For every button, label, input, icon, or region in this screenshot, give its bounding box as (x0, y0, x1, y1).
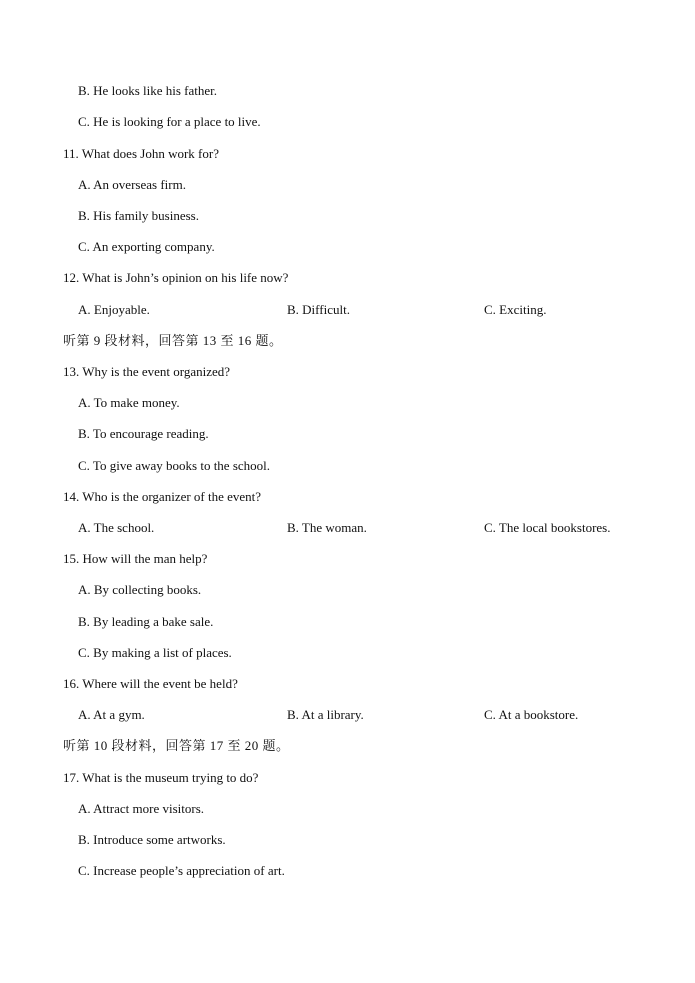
q17-option-b: B. Introduce some artworks. (78, 832, 226, 847)
q13-option-c: C. To give away books to the school. (78, 458, 271, 473)
q10-option-b: B. He looks like his father. (78, 83, 218, 98)
q12-option-a: A. Enjoyable. (78, 302, 150, 317)
q15-option-c: C. By making a list of places. (78, 645, 232, 660)
section-header-10: 听第 10 段材料，回答第 17 至 20 题。 (63, 738, 290, 753)
q16-option-b: B. At a library. (287, 707, 364, 722)
q16-option-a: A. At a gym. (78, 707, 145, 722)
q11-question: 11. What does John work for? (63, 146, 219, 161)
q14-option-b: B. The woman. (287, 520, 367, 535)
q14-option-a: A. The school. (78, 520, 155, 535)
q11-option-a: A. An overseas firm. (78, 177, 186, 192)
q13-option-a: A. To make money. (78, 395, 180, 410)
q10-option-c: C. He is looking for a place to live. (78, 114, 261, 129)
q14-option-c: C. The local bookstores. (484, 520, 611, 535)
q16-option-c: C. At a bookstore. (484, 707, 579, 722)
section-header-9: 听第 9 段材料，回答第 13 至 16 题。 (63, 333, 283, 348)
q16-question: 16. Where will the event be held? (63, 676, 238, 691)
q13-question: 13. Why is the event organized? (63, 364, 231, 379)
q13-option-b: B. To encourage reading. (78, 426, 209, 441)
q17-option-c: C. Increase people’s appreciation of art. (78, 863, 285, 878)
q15-question: 15. How will the man help? (63, 551, 208, 566)
q17-question: 17. What is the museum trying to do? (63, 770, 259, 785)
q14-question: 14. Who is the organizer of the event? (63, 489, 262, 504)
q11-option-c: C. An exporting company. (78, 239, 215, 254)
q11-option-b: B. His family business. (78, 208, 199, 223)
q12-option-c: C. Exciting. (484, 302, 547, 317)
q12-question: 12. What is John’s opinion on his life now? (63, 270, 289, 285)
q12-option-b: B. Difficult. (287, 302, 350, 317)
q17-option-a: A. Attract more visitors. (78, 801, 205, 816)
q15-option-a: A. By collecting books. (78, 582, 202, 597)
q15-option-b: B. By leading a bake sale. (78, 614, 214, 629)
